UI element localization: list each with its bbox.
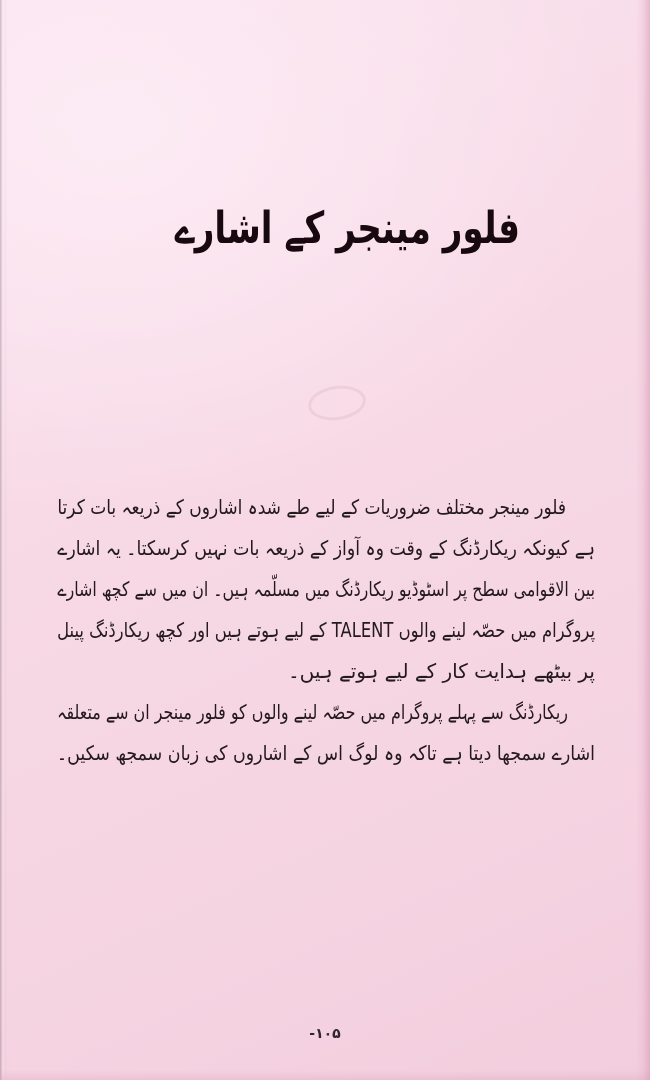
body-text-block: [57, 487, 595, 774]
page-number: -۱۰۵: [309, 1026, 341, 1042]
text-line: ہے کیونکہ ریکارڈنگ کے وقت وہ آواز کے ذریعہ بات نہیں کرسکتا۔ یہ اشارے: [57, 536, 596, 560]
right-page-edge-shadow: [636, 0, 650, 1080]
page-title: فلور مینجر کے اشارے: [174, 203, 520, 254]
bottom-page-edge-shadow: [0, 1070, 650, 1080]
paragraph-2: [57, 692, 595, 774]
text-line: پر بیٹھے ہدایت کار کے لیے ہوتے ہیں۔: [287, 659, 595, 683]
text-line: فلور مینجر مختلف ضروریات کے لیے طے شدہ اشاروں کے ذریعہ بات کرتا: [57, 495, 567, 519]
paragraph-1: [57, 487, 595, 692]
text-line: ریکارڈنگ سے پہلے پروگرام میں حصّہ لینے والوں کو فلور مینجر ان سے متعلقہ: [57, 700, 568, 724]
text-line: اشارے سمجھا دیتا ہے تاکہ وہ لوگ اس کے اشاروں کی زبان سمجھ سکیں۔: [56, 741, 595, 765]
watermark-stain: [306, 382, 368, 424]
left-page-edge-shadow: [0, 0, 7, 1080]
text-line: بین الاقوامی سطح پر اسٹوڈیو ریکارڈنگ میں مسلّمہ ہیں۔ ان میں سے کچھ اشارے: [57, 577, 595, 601]
text-line: پروگرام میں حصّہ لینے والوں TALENT کے لیے ہوتے ہیں اور کچھ ریکارڈنگ پینل: [57, 618, 595, 642]
